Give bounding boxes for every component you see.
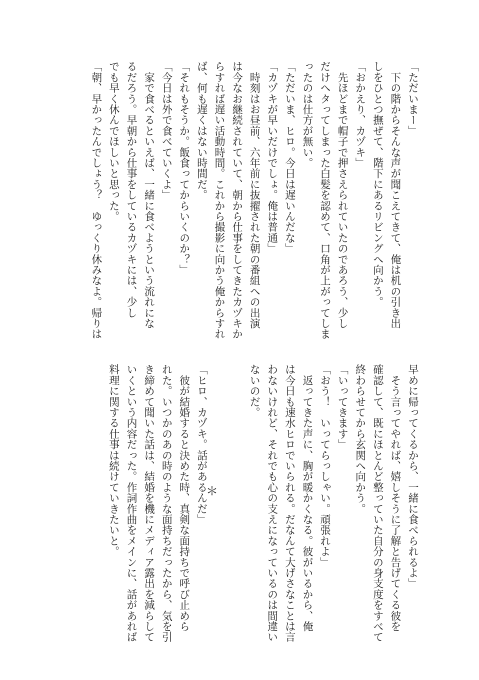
text-line: だけへタってしまった白髪を認めて、口角が上がってしま [319, 61, 332, 340]
text-line: でも早く休んでほしいと思った。 [107, 61, 120, 222]
text-line: 「ただいま、ヒロ。今日は遅いんだな」 [283, 61, 296, 254]
text-line: 「おう！ いってらっしゃい。頑張れよ」 [319, 364, 332, 568]
text-line: 「ただいまー」 [407, 61, 419, 136]
text-line: ないのだ。 [248, 364, 261, 418]
text-block-upper [90, 61, 421, 340]
text-line: 返ってきた声に、胸が暖かくなる。彼がいるから、俺 [301, 364, 314, 632]
text-line: 時刻はお昼前、六年前に抜擢された朝の番組への出演 [248, 61, 261, 329]
text-line: 彼が結婚すると決めた時、真剣な面持ちで呼び止めら [178, 364, 191, 632]
text-line: は今なお継続されていて、朝から仕事をしてきたカヅキか [231, 61, 244, 340]
text-line: 「カヅキが早いだけでしょ。俺は普通」 [266, 61, 279, 254]
text-line: ば、何も遅くはない時間だ。 [195, 61, 208, 201]
text-line: わないけれど、それでも心の支えになっているのは間違い [266, 364, 279, 643]
text-line: き締めて聞いた話は、結婚を機にメディア露出を減らして [143, 364, 156, 643]
text-line: そう言ってやれば、嬉しそうに了解と告げてくる彼を [389, 364, 402, 632]
blank-line [227, 364, 245, 624]
text-line: 料理に関する仕事は続けていきたいと。 [107, 364, 120, 557]
text-line: らすれば遅い活動時間。これから撮影に向かう俺からすれ [213, 61, 226, 340]
text-line: るだろう。早朝から仕事をしているカヅキには、少し [125, 61, 138, 318]
text-line: 「朝、早かったんでしょう？ ゆっくり休みなよ。帰りは [90, 61, 103, 340]
text-line: 「今日は外で食べていくよ」 [160, 61, 173, 201]
text-line: 家で食べるといえば、一緒に食べようという流れにな [143, 61, 156, 329]
text-line: いくという内容だった。作詞作曲をメインに、話があれば [125, 364, 138, 643]
text-line: れた。いつかのあの時のような面持ちだったから、気を引 [160, 364, 173, 643]
text-line: 「それもそうか。飯食ってからいくのか？」 [178, 61, 191, 275]
text-line: 早めに帰ってくるから、一緒に食べられるよ」 [407, 364, 419, 589]
text-line: 先ほどまで帽子で押さえられていたのであろう、少し [336, 61, 349, 329]
text-line: 「いってきます」 [336, 364, 349, 450]
text-line: 「おかえり、カヅキ」 [354, 61, 367, 168]
text-line: しをひとつ撫ぜて、階下にあるリビングへ向かう。 [371, 61, 384, 308]
text-line: 確認して、既にほとんど整っていた自分の身支度をすべて [371, 364, 384, 643]
scene-separator: ＊ [206, 484, 219, 498]
text-line: 「ヒロ、カヅキ。話があるんだ」 [195, 364, 208, 525]
text-line: 終わらせてから玄関へ向かう。 [354, 364, 367, 514]
text-line: ったのは仕方が無い。 [301, 61, 314, 168]
text-line: 下の階からそんな声が聞こえてきて、俺は机の引き出 [389, 61, 402, 329]
text-line: は今日も速水ヒロでいられる。だなんて大げさなことは言 [283, 364, 296, 643]
